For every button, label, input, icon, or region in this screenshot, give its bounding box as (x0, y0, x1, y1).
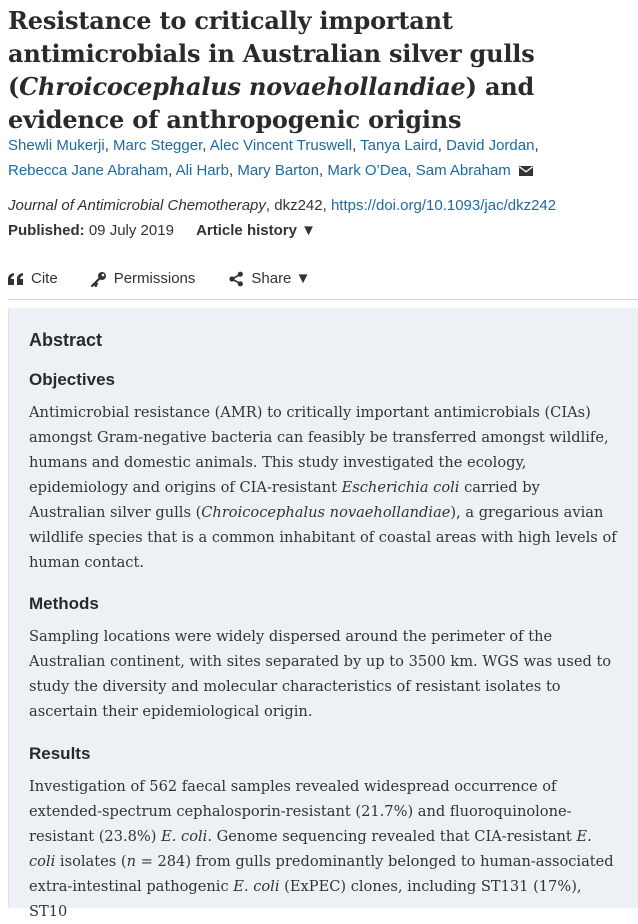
published-label: Published: (8, 222, 85, 239)
cite-label: Cite (31, 270, 58, 287)
citation-line (8, 197, 556, 214)
title-part-1: Resistance to critically important antimicrobials in Australian silver gulls ( (8, 6, 535, 101)
author-link[interactable]: Sam Abraham (415, 162, 511, 179)
author-link[interactable]: Ali Harb (175, 162, 229, 179)
quote-icon (8, 273, 24, 285)
author-link[interactable]: Alec Vincent Truswell (209, 137, 353, 154)
author-link[interactable]: Shewli Mukerji (8, 137, 105, 154)
article-tools (8, 270, 343, 287)
article-id: , dkz242, (265, 197, 331, 214)
objectives-text: Antimicrobial resistance (AMR) to critically important antimicrobials (CIAs) amongst Gram-negative bacteria can feasibly be transferred amongst wildlife, humans and domestic animals. This study investigated the ecology, epidemiology and origins of CIA-resistant Escherichia coli carried by Australian silver gulls (Chroicocephalus novaehollandiae), a gregarious avian wildlife species that is a common inhabitant of coastal areas with high levels of human contact. (29, 404, 617, 571)
abstract-heading: Abstract (29, 330, 103, 350)
publication-row (8, 222, 316, 239)
permissions-label: Permissions (113, 270, 196, 287)
journal-name: Journal of Antimicrobial Chemotherapy (8, 197, 266, 214)
cite-button[interactable] (8, 270, 58, 287)
methods-heading: Methods (29, 594, 99, 613)
article-history-toggle[interactable]: Article history ▼ (196, 222, 316, 239)
published-date: 09 July 2019 (88, 222, 174, 239)
permissions-button[interactable] (91, 270, 196, 287)
author-list: Shewli Mukerji, Marc Stegger, Alec Vincent Truswell, Tanya Laird, David Jordan, Rebecca Jane Abraham, Ali Harb, Mary Barton, Mark O’Dea, Sam Abraham (8, 137, 539, 179)
results-heading: Results (29, 744, 91, 763)
title-part-2: ) and evidence of anthropogenic origins (8, 72, 535, 134)
author-link[interactable]: Marc Stegger (113, 137, 203, 154)
envelope-icon[interactable] (519, 166, 533, 176)
abstract-panel (8, 308, 638, 920)
doi-link[interactable]: https://doi.org/10.1093/jac/dkz242 (330, 197, 557, 214)
objectives-heading: Objectives (29, 370, 115, 389)
share-icon (228, 271, 244, 287)
key-icon (91, 271, 107, 287)
author-link[interactable]: Mark O’Dea (327, 162, 408, 179)
author-link[interactable]: Mary Barton (237, 162, 320, 179)
methods-text: Sampling locations were widely dispersed around the perimeter of the Australian continent, with sites separated by up to 3500 km. WGS was used to study the diversity and molecular characteristics of resistant isolates to ascertain their epidemiological origin. (29, 628, 612, 720)
share-button[interactable] (228, 270, 310, 287)
title-species: Chroicocephalus novaehollandiae (19, 72, 466, 101)
results-text: Investigation of 562 faecal samples revealed widespread occurrence of extended-spectrum cephalosporin-resistant (21.7%) and fluoroquinolone-resistant (23.8%) E. coli. Genome sequencing revealed that CIA-resistant E. coli isolates (n = 284) from gulls predominantly belonged to human-associated extra-intestinal pathogenic E. coli (ExPEC) clones, including ST131 (17%), ST10 (29, 778, 614, 920)
share-label: Share ▼ (251, 270, 311, 287)
article-title (8, 4, 633, 136)
divider (8, 299, 638, 300)
author-link[interactable]: David Jordan (446, 137, 535, 154)
author-link[interactable]: Tanya Laird (360, 137, 438, 154)
author-link[interactable]: Rebecca Jane Abraham (8, 162, 169, 179)
